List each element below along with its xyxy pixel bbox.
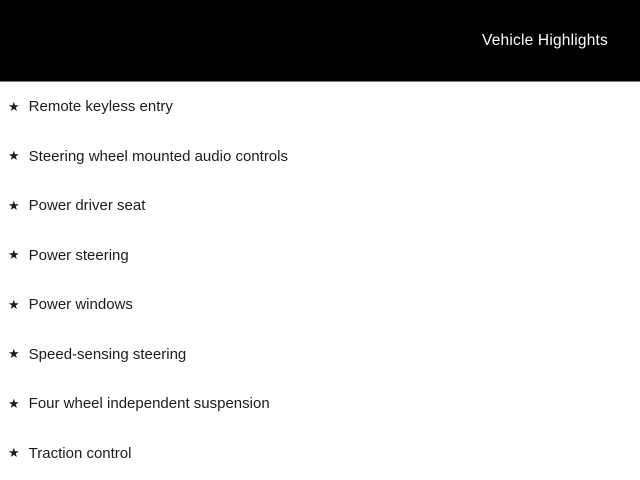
star-icon: ★	[8, 98, 20, 114]
star-icon: ★	[8, 346, 20, 362]
list-item	[0, 82, 640, 132]
list-item	[0, 132, 640, 182]
list-item-label: Power driver seat	[28, 197, 146, 215]
star-icon: ★	[8, 148, 20, 164]
star-icon: ★	[8, 197, 20, 213]
highlights-list	[0, 82, 640, 478]
list-item-label: Four wheel independent suspension	[28, 395, 270, 413]
star-icon: ★	[8, 296, 20, 312]
list-item	[0, 280, 640, 330]
list-item	[0, 330, 640, 380]
vehicle-highlights-header	[0, 0, 640, 82]
list-item	[0, 429, 640, 479]
list-item-label: Power windows	[28, 296, 133, 314]
star-icon: ★	[8, 445, 20, 461]
list-item	[0, 379, 640, 429]
list-item-label: Traction control	[28, 444, 132, 462]
star-icon: ★	[8, 395, 20, 411]
list-item-label: Speed-sensing steering	[28, 345, 187, 363]
page-title: Vehicle Highlights	[482, 31, 608, 49]
list-item	[0, 231, 640, 281]
star-icon: ★	[8, 247, 20, 263]
list-item	[0, 181, 640, 231]
list-item-label: Remote keyless entry	[28, 98, 173, 116]
list-item-label: Steering wheel mounted audio controls	[28, 147, 288, 165]
list-item-label: Power steering	[28, 246, 129, 264]
